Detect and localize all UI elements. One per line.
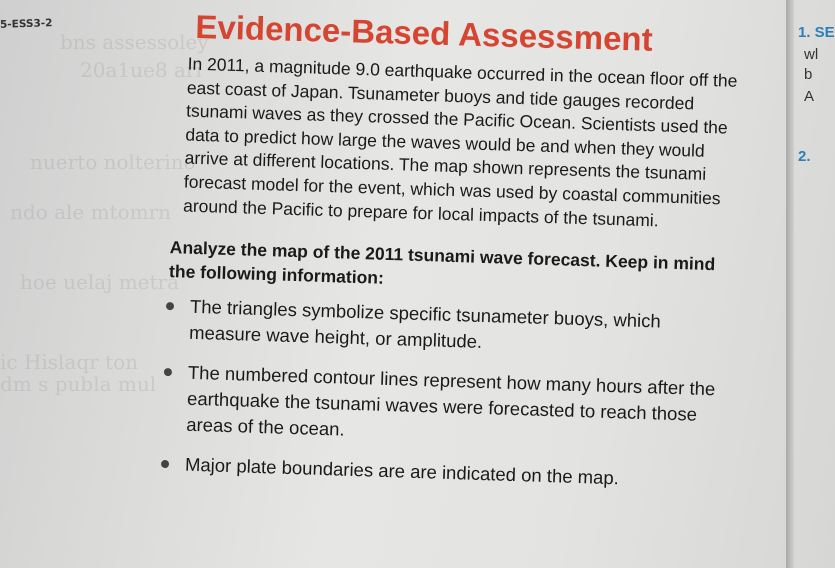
page-fold [786,0,794,568]
list-item [158,359,730,455]
question-2-label: 2. [798,148,811,165]
worksheet-page: bns assessoley 20a1ue8 ari nuerto nolterino ndo ale mtomrn hoe uelaj metra ic Hislaqr ton dm s publa mul 5-ESS3-2 Evidence-Based Assessment In 2011, a magnitude 9.0 earthquake occurred in the ocean floor off the east coast of Japan. Tsunameter buoys and tide gauges recorded tsunami waves as they crossed the Pacific Ocean. Scientists used the data to predict how large the waves would be and when they would arrive at different locations. The map shown represents the tsunami forecast model for the event, which was used by coastal communities around the Pacific to prepare for local impacts of the tsunami. Analyze the map of the 2011 tsunami wave forecast. Keep in mind the following information: The triangles symbolize specific tsunameter buoys, which measure wave height, or amplitude. The numbered contour lines represent how many hours after the earthquake the tsunami waves were forecasted to reach those areas of the ocean. Major plate boundaries are are indicated on the map. 1. SE wl b A 2. [0,0,826,568]
question-1-fragment: b [804,66,813,83]
bullet-text: Major plate boundaries are are indicated on the map. [184,453,620,489]
bullet-icon [164,368,172,376]
bullet-text: The numbered contour lines represent how many hours after the earthquake the tsunami waves were forecasted to reach those areas of the ocean. [185,361,716,440]
instruction-text: Analyze the map of the 2011 tsunami wave forecast. Keep in mind the following information: [168,237,716,288]
list-item [161,293,732,363]
page-title: Evidence-Based Assessment [194,8,654,58]
question-1-label: 1. SE [798,24,835,41]
list-item [157,451,728,495]
question-1-fragment: A [804,88,815,105]
question-1-fragment: wl [804,46,819,63]
main-content [156,52,740,509]
bullet-icon [166,302,174,310]
intro-paragraph: In 2011, a magnitude 9.0 earthquake occurred in the ocean floor off the east coast of Japan. Tsunameter buoys and tide gauges recorded tsunami waves as they crossed the Pacific Ocean. Scientists used the data to predict how large the waves would be and when they would arrive at different locations. The map shown represents the tsunami forecast model for the event, which was used by coastal communities around the Pacific to prepare for local impacts of the tsunami. [182,53,738,230]
next-page-edge [786,0,835,568]
info-bullet-list [157,293,732,495]
bullet-icon [161,460,169,468]
bullet-text: The triangles symbolize specific tsunameter buoys, which measure wave height, or amplitude. [188,295,662,353]
standard-code: 5-ESS3-2 [0,17,53,31]
